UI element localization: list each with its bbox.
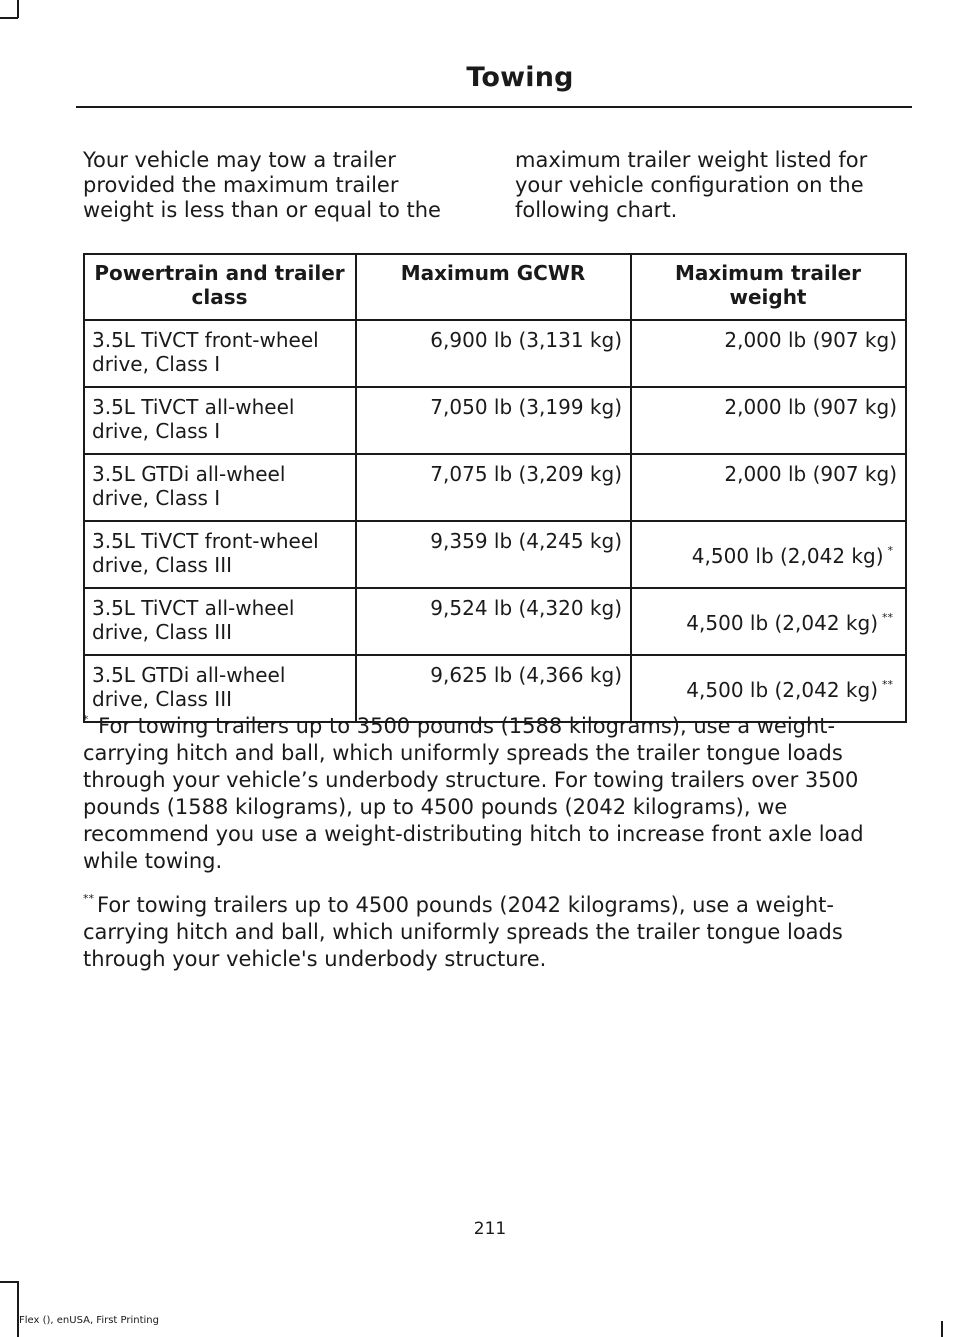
footnote-mark: * — [83, 713, 89, 726]
intro-column-left: Your vehicle may tow a trailer provided the maximum trailer weight is less than or equal to the — [83, 148, 441, 222]
header-divider — [76, 106, 912, 108]
footnote-marker: ** — [882, 610, 893, 624]
trailer-weight-value: 4,500 lb (2,042 kg) — [686, 610, 878, 635]
column-header-gcwr: Maximum GCWR — [356, 254, 631, 320]
powertrain-cell: 3.5L TiVCT front-wheel drive, Class I — [84, 320, 356, 387]
crop-mark-top-left — [0, 17, 18, 19]
table-row — [84, 387, 906, 454]
trailer-weight-value: 4,500 lb (2,042 kg) — [686, 677, 878, 702]
footnote-single-star — [83, 706, 913, 875]
powertrain-cell: 3.5L GTDi all-wheel drive, Class I — [84, 454, 356, 521]
crop-mark-bottom-left — [0, 1281, 18, 1283]
table-row — [84, 588, 906, 655]
page-number: 211 — [473, 1219, 507, 1239]
crop-mark-top-left — [17, 0, 19, 18]
powertrain-cell: 3.5L GTDi all-wheel drive, Class III — [84, 655, 356, 722]
trailer-weight-cell — [631, 320, 906, 387]
intro-paragraph — [83, 148, 905, 223]
gcwr-cell: 9,625 lb (4,366 kg) — [356, 655, 631, 722]
trailer-weight-cell — [631, 521, 906, 588]
trailer-weight-cell — [631, 387, 906, 454]
trailer-weight-value: 2,000 lb (907 kg) — [724, 395, 897, 419]
gcwr-cell: 9,524 lb (4,320 kg) — [356, 588, 631, 655]
powertrain-cell: 3.5L TiVCT front-wheel drive, Class III — [84, 521, 356, 588]
trailer-weight-value: 2,000 lb (907 kg) — [724, 328, 897, 352]
gcwr-cell: 9,359 lb (4,245 kg) — [356, 521, 631, 588]
footnotes — [83, 706, 913, 983]
column-header-trailer-weight: Maximum trailer weight — [631, 254, 906, 320]
powertrain-cell: 3.5L TiVCT all-wheel drive, Class III — [84, 588, 356, 655]
trailer-weight-cell — [631, 588, 906, 655]
crop-mark-bottom-right — [941, 1321, 943, 1337]
footnote-text: For towing trailers up to 4500 pounds (2042 kilograms), use a weight-carrying hitch and ball, which uniformly spreads the trailer tongue loads through your vehicle's underbody structure. — [83, 893, 843, 971]
gcwr-cell: 7,050 lb (3,199 kg) — [356, 387, 631, 454]
gcwr-cell: 6,900 lb (3,131 kg) — [356, 320, 631, 387]
page-title: Towing — [466, 62, 574, 93]
trailer-weight-value: 4,500 lb (2,042 kg) — [691, 543, 884, 568]
table-header-row — [84, 254, 906, 320]
table-row — [84, 454, 906, 521]
footnote-marker: ** — [882, 677, 893, 691]
table-row — [84, 521, 906, 588]
intro-column-right: maximum trailer weight listed for your vehicle configuration on the following chart. — [515, 148, 868, 222]
table-row — [84, 320, 906, 387]
towing-capacity-table — [83, 253, 907, 723]
column-header-powertrain: Powertrain and trailer class — [84, 254, 356, 320]
powertrain-cell: 3.5L TiVCT all-wheel drive, Class I — [84, 387, 356, 454]
trailer-weight-value: 2,000 lb (907 kg) — [724, 462, 897, 486]
footnote-text: For towing trailers up to 3500 pounds (1588 kilograms), use a weight-carrying hitch and ball, which uniformly spreads the trailer tongue loads through your vehicle’s underbody structure. For towing trailers over 3500 pounds (1588 kilograms), up to 4500 pounds (2042 kilograms), we recommend you use a weight-distributing hitch to increase front axle load while towing. — [83, 714, 864, 873]
footnote-marker: * — [887, 543, 893, 557]
footnote-double-star — [83, 885, 913, 973]
edition-line: Flex (), enUSA, First Printing — [19, 1315, 159, 1326]
trailer-weight-cell — [631, 454, 906, 521]
crop-mark-bottom-left — [17, 1281, 19, 1337]
footnote-mark: ** — [83, 892, 94, 905]
gcwr-cell: 7,075 lb (3,209 kg) — [356, 454, 631, 521]
